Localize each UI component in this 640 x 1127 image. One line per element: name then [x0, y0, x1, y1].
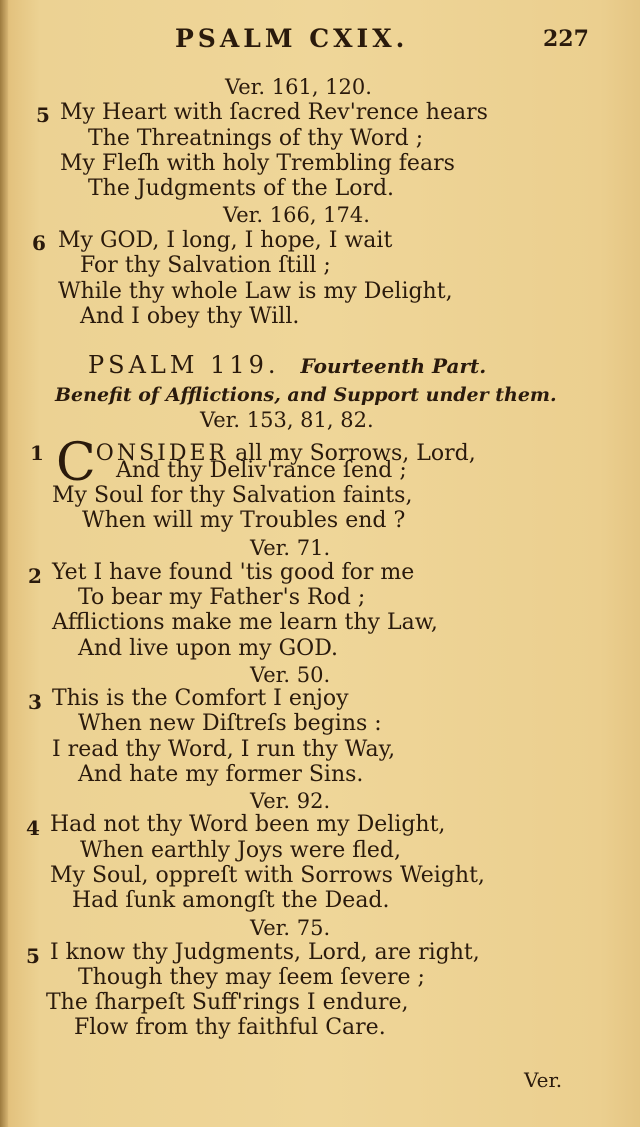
verse-line: Had not thy Word been my Delight,	[50, 812, 446, 837]
verse-reference: Ver. 161, 120.	[225, 75, 372, 99]
drop-cap: C	[56, 433, 96, 493]
section-heading	[88, 352, 486, 380]
running-head	[0, 24, 640, 54]
verse-line: My Heart with ſacred Rev'rence hears	[60, 100, 488, 125]
verse-line: When will my Troubles end ?	[82, 508, 406, 533]
stanza-number: 6	[32, 231, 46, 255]
first-line-tail: all my Sorrows, Lord,	[235, 441, 476, 466]
stanza-number: 1	[30, 441, 44, 465]
verse-line: Flow from thy faithful Care.	[74, 1015, 386, 1040]
verse-line: And live upon my GOD.	[78, 636, 339, 661]
verse-line: The Threatnings of thy Word ;	[88, 126, 424, 151]
verse-reference: Ver. 71.	[250, 536, 331, 560]
verse-line: And hate my former Sins.	[78, 762, 364, 787]
verse-line: This is the Comfort I enjoy	[52, 686, 349, 711]
verse-line: Had ſunk amongſt the Dead.	[72, 888, 390, 913]
page-number: 227	[543, 26, 589, 52]
verse-line: I read thy Word, I run thy Way,	[52, 737, 396, 762]
stanza-number: 5	[26, 944, 40, 968]
catchword: Ver.	[524, 1068, 563, 1092]
verse-line: My Soul, oppreſt with Sorrows Weight,	[50, 863, 485, 888]
psalm-heading: PSALM 119.	[88, 351, 280, 379]
verse-reference: Ver. 166, 174.	[223, 203, 370, 227]
verse-line: For thy Salvation ſtill ;	[80, 253, 331, 278]
verse-line: My GOD, I long, I hope, I wait	[58, 228, 393, 253]
page-gutter-shadow	[0, 0, 8, 1127]
verse-reference: Ver. 75.	[250, 916, 331, 940]
verse-reference: Ver. 153, 81, 82.	[200, 408, 374, 432]
verse-line: Yet I have found 'tis good for me	[52, 560, 415, 585]
verse-line: While thy whole Law is my Delight,	[58, 279, 453, 304]
running-head-title: PSALM CXIX.	[175, 24, 409, 53]
verse-line: Afflictions make me learn thy Law,	[52, 610, 438, 635]
first-word-caps: ONSIDER	[95, 441, 229, 466]
verse-line: When new Diſtreſs begins :	[78, 711, 382, 736]
verse-line: And thy Deliv'rance ſend ;	[116, 458, 407, 483]
part-heading: Fourteenth Part.	[300, 354, 487, 378]
verse-line: To bear my Father's Rod ;	[78, 585, 366, 610]
verse-line: The ſharpeſt Suff'rings I endure,	[46, 990, 409, 1015]
verse-line: And I obey thy Will.	[80, 304, 300, 329]
verse-line: When earthly Joys were fled,	[80, 838, 402, 863]
verse-reference: Ver. 92.	[250, 789, 331, 813]
stanza-number: 5	[36, 103, 50, 127]
verse-line: The Judgments of the Lord.	[88, 176, 395, 201]
verse-line: My Fleſh with holy Trembling fears	[60, 151, 455, 176]
verse-line: My Soul for thy Salvation faints,	[52, 483, 413, 508]
verse-reference: Ver. 50.	[250, 663, 331, 687]
section-subtitle: Benefit of Afflictions, and Support under them.	[55, 384, 557, 406]
stanza-number: 3	[28, 690, 42, 714]
stanza-number: 4	[26, 816, 40, 840]
verse-line: I know thy Judgments, Lord, are right,	[50, 940, 480, 965]
verse-line: Though they may ſeem ſevere ;	[78, 965, 425, 990]
stanza-number: 2	[28, 564, 42, 588]
